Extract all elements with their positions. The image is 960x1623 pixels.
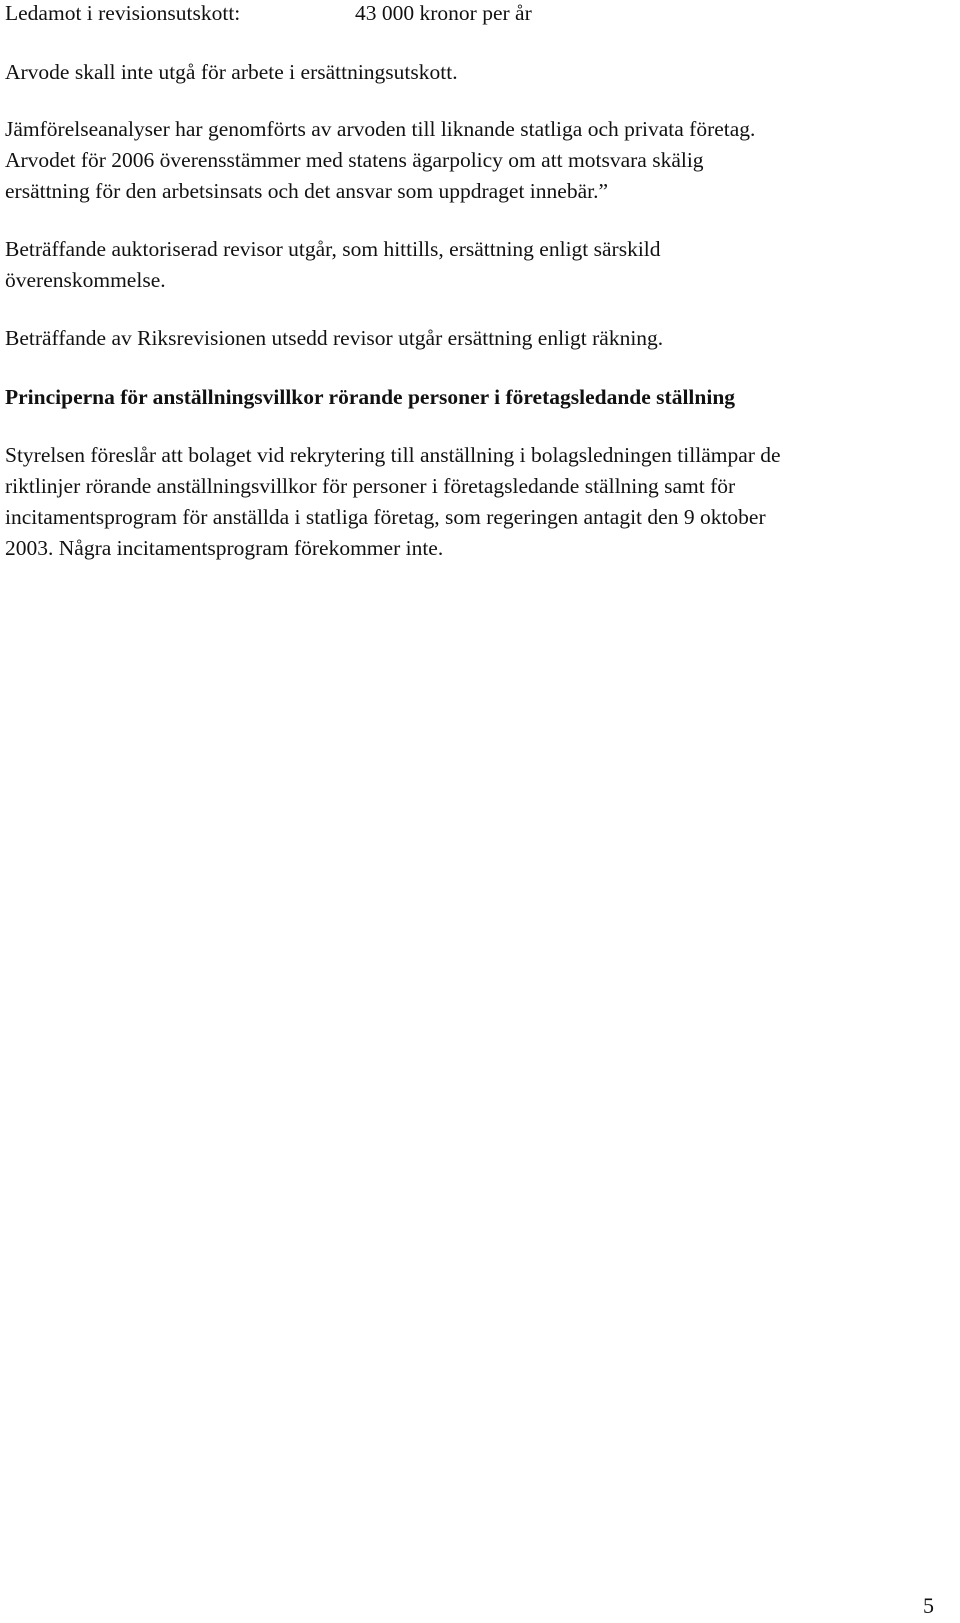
- text-line: Jämförelseanalyser har genomförts av arvoden till liknande statliga och privata företag.: [5, 117, 756, 141]
- text-line: överenskommelse.: [5, 268, 166, 292]
- paragraph-comparison: [5, 114, 945, 207]
- text-line: Styrelsen föreslår att bolaget vid rekrytering till anställning i bolagsledningen tillämpar de: [5, 443, 781, 467]
- text-line: incitamentsprogram för anställda i statliga företag, som regeringen antagit den 9 oktober: [5, 505, 766, 529]
- paragraph-authorized-auditor: [5, 234, 945, 296]
- text-line: 2003. Några incitamentsprogram förekommer inte.: [5, 536, 444, 560]
- text-line: riktlinjer rörande anställningsvillkor för personer i företagsledande ställning samt för: [5, 474, 736, 498]
- text-line: Arvodet för 2006 överensstämmer med statens ägarpolicy om att motsvara skälig: [5, 148, 704, 172]
- section-heading: Principerna för anställningsvillkor rörande personer i företagsledande ställning: [5, 385, 736, 409]
- section-body: [5, 440, 945, 564]
- paragraph-riksrevisionen: [5, 323, 945, 354]
- fee-label: Ledamot i revisionsutskott:: [5, 1, 241, 25]
- page-number: 5: [923, 1593, 934, 1618]
- fee-value: 43 000 kronor per år: [355, 1, 532, 25]
- text-line: ersättning för den arbetsinsats och det ansvar som uppdraget innebär.”: [5, 179, 609, 203]
- fee-row: [5, 0, 905, 29]
- text-line: Beträffande av Riksrevisionen utsedd revisor utgår ersättning enligt räkning.: [5, 326, 664, 350]
- paragraph-no-fee: [5, 57, 945, 88]
- text-line: Arvode skall inte utgå för arbete i ersättningsutskott.: [5, 60, 458, 84]
- text-line: Beträffande auktoriserad revisor utgår, som hittills, ersättning enligt särskild: [5, 237, 661, 261]
- section-heading-block: [5, 382, 945, 413]
